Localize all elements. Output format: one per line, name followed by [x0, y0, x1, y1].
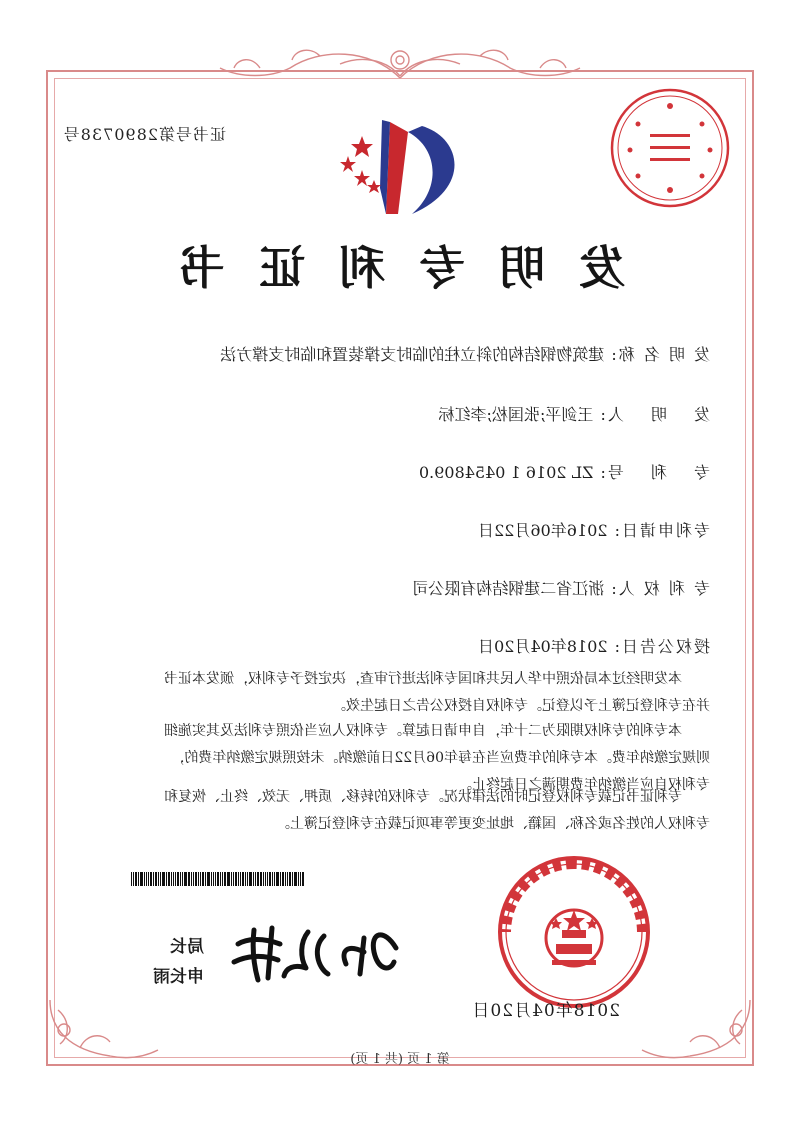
certificate-number: 证书号第2890738号 — [62, 125, 226, 144]
barcode-bar — [289, 872, 291, 886]
barcode-bar — [150, 872, 152, 886]
body-paragraph-1 — [74, 666, 710, 720]
barcode-bar — [202, 872, 204, 886]
barcode-bar — [292, 872, 293, 886]
field-value: ZL 2016 1 0454809.0 — [418, 463, 594, 482]
body-paragraph-3 — [74, 784, 710, 838]
barcode-bar — [240, 872, 241, 886]
barcode-bar — [166, 872, 167, 886]
barcode-bar — [257, 872, 259, 886]
barcode-bar — [155, 872, 157, 886]
barcode-bar — [175, 872, 176, 886]
barcode-bar — [207, 872, 210, 886]
patent-office-logo-icon — [322, 118, 482, 222]
barcode-bar — [200, 872, 201, 886]
seal-date: 2018年04月20日 — [471, 1001, 620, 1021]
paragraph-line: 专利权自应当缴纳年费期满之日起终止。 — [458, 777, 710, 793]
field-application-date — [478, 518, 710, 541]
field-patentee — [412, 576, 710, 599]
barcode-bar — [160, 872, 161, 886]
barcode-bar — [180, 872, 181, 886]
barcode-bar — [138, 872, 139, 886]
barcode-bar — [231, 872, 232, 886]
barcode-bar — [245, 872, 246, 886]
field-value: 建筑物钢结构的斜立柱的临时支撑装置和临时支撑方法 — [220, 345, 605, 364]
barcode-bar — [140, 872, 143, 886]
field-grant-date — [478, 634, 710, 657]
barcode-bar — [280, 872, 281, 886]
barcode-bar — [247, 872, 248, 886]
barcode-bar — [158, 872, 159, 886]
barcode-bar — [131, 872, 132, 886]
barcode-bar — [191, 872, 192, 886]
barcode-bar — [213, 872, 214, 886]
barcode-bar — [272, 872, 273, 886]
barcode-bar — [260, 872, 262, 886]
barcode-bar — [133, 872, 134, 886]
barcode-bar — [220, 872, 221, 886]
barcode-bar — [238, 872, 239, 886]
field-patent-number — [419, 460, 710, 483]
small-red-seal-icon — [606, 84, 734, 212]
barcode-bar — [205, 872, 206, 886]
barcode-bar — [287, 872, 288, 886]
barcode-bar — [188, 872, 190, 886]
paragraph-line: 则规定缴纳年费。本专利的年费应当在每年06月22日前缴纳。未按照规定缴纳年费的， — [170, 750, 710, 766]
barcode-bar — [269, 872, 271, 886]
barcode-bar — [253, 872, 254, 886]
barcode-bar — [182, 872, 183, 886]
barcode-bar — [294, 872, 297, 886]
barcode-bar — [144, 872, 145, 886]
barcode-bar — [265, 872, 266, 886]
barcode-bar — [211, 872, 212, 886]
field-invention-name — [220, 342, 710, 365]
barcode-bar — [146, 872, 147, 886]
field-inventors — [439, 402, 710, 425]
field-value: 2016年06月22日 — [478, 521, 608, 540]
barcode-bar — [276, 872, 279, 886]
field-label: 专利申请日: — [612, 521, 710, 540]
paragraph-line: 专利权人的姓名或名称、国籍、地址变更等事项记载在专利登记簿上。 — [276, 816, 710, 832]
barcode-bar — [274, 872, 275, 886]
paragraph-line: 本专利的专利权期限为二十年，自申请日起算。专利权人应当依照专利法及其实施细 — [164, 723, 682, 739]
field-value: 王剑平;张国松;李红标 — [438, 405, 594, 424]
barcode-bar — [215, 872, 216, 886]
barcode-bar — [177, 872, 179, 886]
barcode-bar — [233, 872, 234, 886]
barcode-bar — [282, 872, 284, 886]
barcode-bar — [135, 872, 137, 886]
barcode-bar — [173, 872, 174, 886]
certificate-title: 发明专利证书 — [145, 241, 625, 295]
barcode-bar — [224, 872, 226, 886]
national-office-seal-icon — [494, 852, 654, 1012]
barcode-bar — [263, 872, 264, 886]
barcode-bar — [235, 872, 237, 886]
barcode-bar — [227, 872, 230, 886]
barcode-bar — [193, 872, 194, 886]
paragraph-line: 并在专利登记簿上予以登记。专利权自授权公告之日起生效。 — [332, 698, 710, 714]
barcode-bar — [171, 872, 172, 886]
barcode-bar — [162, 872, 165, 886]
barcode-bar — [249, 872, 252, 886]
field-label: 专 利 号: — [598, 463, 710, 482]
field-label: 发 明 名 称: — [609, 345, 710, 364]
barcode-bar — [198, 872, 199, 886]
field-label: 专 利 权 人: — [609, 579, 710, 598]
field-label: 授权公告日: — [612, 637, 710, 656]
barcode-bar — [285, 872, 286, 886]
director-title: 局长 — [170, 937, 204, 957]
barcode-bar — [267, 872, 268, 886]
barcode-bar — [195, 872, 197, 886]
barcode-bar — [184, 872, 187, 886]
field-value: 2018年04月20日 — [478, 637, 608, 656]
director-signature-icon — [224, 918, 404, 984]
barcode-bar — [242, 872, 244, 886]
paragraph-line: 本发明经过本局依照中华人民共和国专利法进行审查，决定授予专利权，颁发本证书 — [164, 671, 682, 687]
barcode-bar — [300, 872, 301, 886]
barcode-bar — [255, 872, 256, 886]
field-label: 发 明 人: — [598, 405, 710, 424]
field-value: 浙江省二建钢结构有限公司 — [412, 579, 605, 598]
barcode-bar — [148, 872, 149, 886]
barcode-bar — [168, 872, 170, 886]
barcode-bar — [302, 872, 304, 886]
barcode-bar — [153, 872, 154, 886]
page-footer: 第 1 页 (共 1 页) — [350, 1052, 450, 1067]
director-name: 申长雨 — [153, 967, 204, 987]
paragraph-line: 专利证书记载专利权登记时的法律状况。专利权的转移、质押、无效、终止、恢复和 — [164, 789, 682, 805]
barcode — [72, 872, 304, 886]
top-ornament-icon — [200, 38, 600, 84]
barcode-bar — [298, 872, 299, 886]
barcode-bar — [222, 872, 223, 886]
barcode-bar — [217, 872, 219, 886]
